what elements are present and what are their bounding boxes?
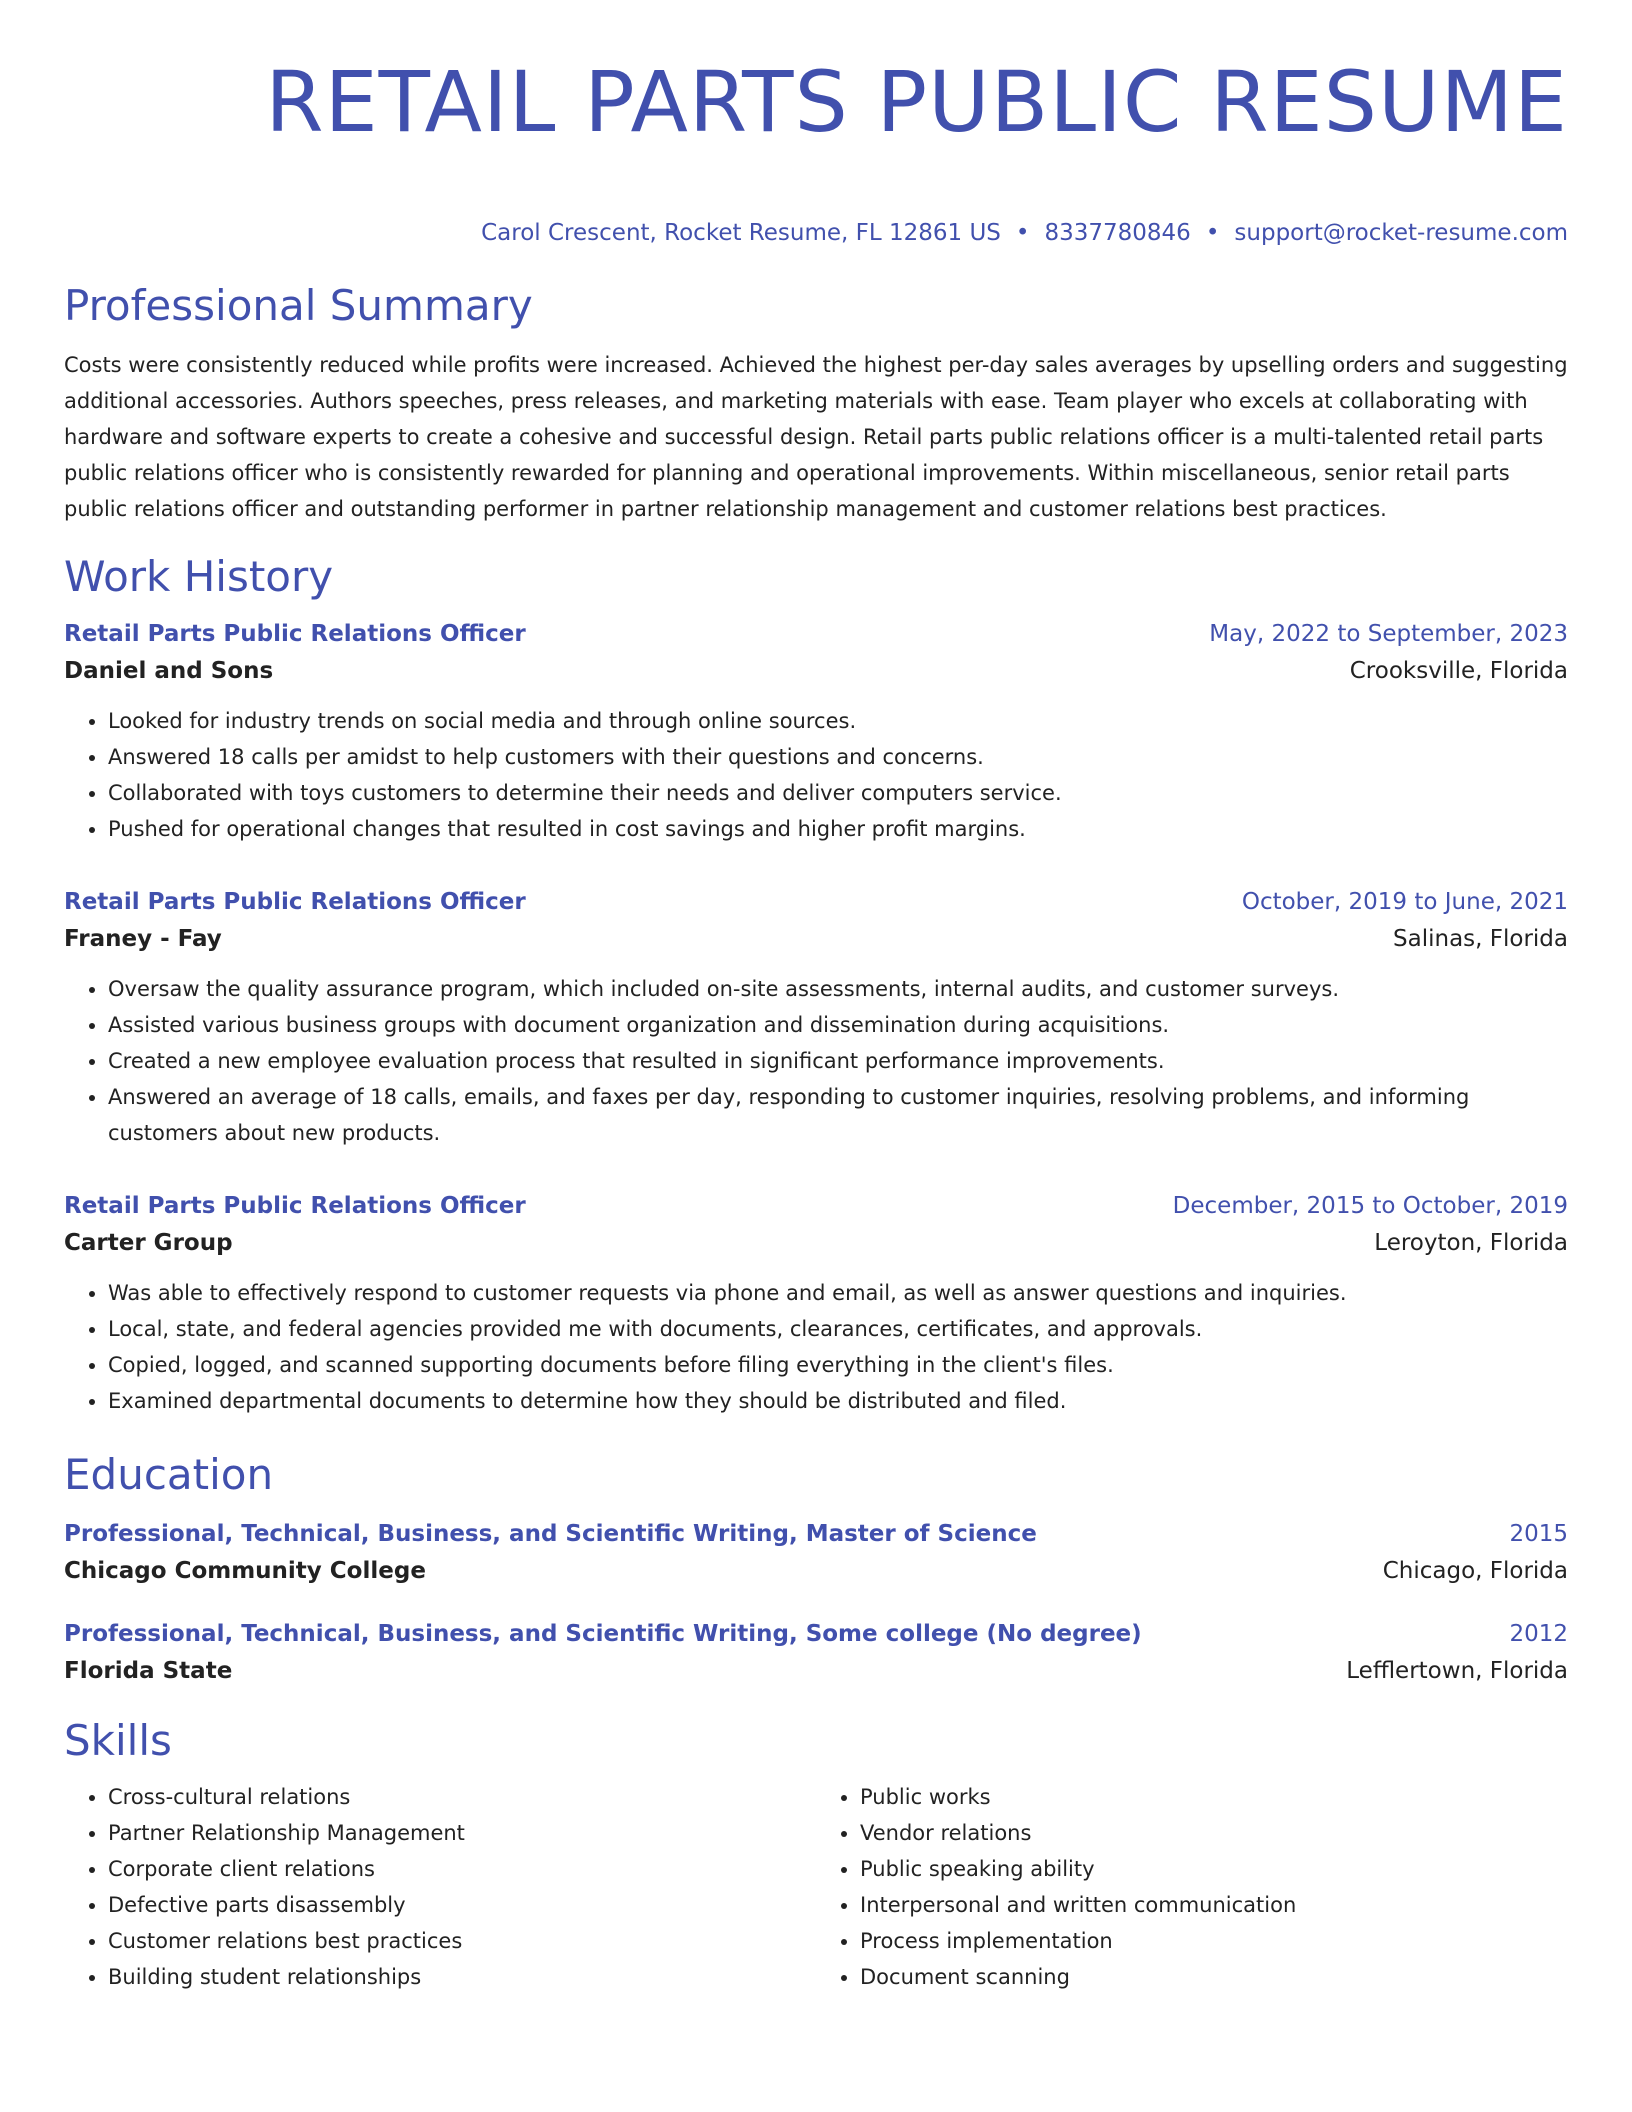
skill-item: • Corporate client relations — [108, 1851, 816, 1887]
job-company: Franey - Fay — [64, 926, 222, 952]
contact-email: support@rocket-resume.com — [1234, 220, 1568, 246]
job-bullet: • Pushed for operational changes that resulted in cost savings and higher profit margins. — [108, 811, 1568, 847]
job-bullet: • Answered 18 calls per amidst to help customers with their questions and concerns. — [108, 739, 1568, 775]
education-degree: Professional, Technical, Business, and Scientific Writing, Some college (No degree) — [64, 1621, 1142, 1647]
skill-item: • Process implementation — [860, 1923, 1568, 1959]
summary-paragraph: Costs were consistently reduced while profits were increased. Achieved the highest per-day sales averages by upselling orders and suggesting additional accessories. Authors speeches, press releases, and marketing materials with ease. Team player who excels at collaborating with hardware and software experts to create a cohesive and successful design. Retail parts public relations officer is a multi-talented retail parts public relations officer who is consistently rewarded for planning and operational improvements. Within miscellaneous, senior retail parts public relations officer and outstanding performer in partner relationship management and customer relations best practices. — [64, 353, 1568, 521]
education-degree-row — [64, 1517, 1568, 1551]
education-school-row — [64, 1651, 1568, 1691]
job-bullets — [64, 1275, 1568, 1419]
job-entry — [64, 1189, 1568, 1419]
job-company: Daniel and Sons — [64, 658, 274, 684]
skills-list — [64, 1779, 816, 1995]
skills-column-left — [64, 1779, 816, 1995]
education-degree-row — [64, 1617, 1568, 1651]
job-location: Crooksville, Florida — [1349, 658, 1568, 684]
job-company-row — [64, 919, 1568, 959]
job-dates: December, 2015 to October, 2019 — [1172, 1193, 1568, 1219]
section-title-work-history: Work History — [64, 552, 334, 601]
skill-item: • Partner Relationship Management — [108, 1815, 816, 1851]
job-company: Carter Group — [64, 1230, 233, 1256]
job-entry — [64, 617, 1568, 847]
job-bullet: • Answered an average of 18 calls, emails, and faxes per day, responding to customer inquiries, resolving problems, and informing customers about new products. — [108, 1079, 1568, 1151]
bullet-separator: • — [1205, 220, 1220, 246]
job-title: Retail Parts Public Relations Officer — [64, 889, 526, 915]
skill-item: • Building student relationships — [108, 1959, 816, 1995]
education-entry — [64, 1517, 1568, 1591]
skill-item: • Customer relations best practices — [108, 1923, 816, 1959]
contact-address: Carol Crescent, Rocket Resume, FL 12861 US — [481, 220, 1001, 246]
education-school-row — [64, 1551, 1568, 1591]
job-bullet: • Was able to effectively respond to customer requests via phone and email, as well as answer questions and inquiries. — [108, 1275, 1568, 1311]
skill-item: • Defective parts disassembly — [108, 1887, 816, 1923]
section-title-skills: Skills — [64, 1716, 172, 1765]
job-title-row — [64, 885, 1568, 919]
job-bullet: • Local, state, and federal agencies provided me with documents, clearances, certificates, and approvals. — [108, 1311, 1568, 1347]
job-bullet: • Examined departmental documents to determine how they should be distributed and filed. — [108, 1383, 1568, 1419]
job-title-row — [64, 617, 1568, 651]
job-company-row — [64, 1223, 1568, 1263]
skills-grid — [64, 1779, 1568, 1995]
skill-item: • Public works — [860, 1779, 1568, 1815]
skills-list — [816, 1779, 1568, 1995]
job-company-row — [64, 651, 1568, 691]
job-bullet: • Copied, logged, and scanned supporting documents before filing everything in the client's files. — [108, 1347, 1568, 1383]
education-location: Lefflertown, Florida — [1346, 1658, 1568, 1684]
skills-column-right — [816, 1779, 1568, 1995]
job-dates: October, 2019 to June, 2021 — [1241, 889, 1568, 915]
job-dates: May, 2022 to September, 2023 — [1209, 621, 1568, 647]
job-bullets — [64, 971, 1568, 1151]
contact-phone: 8337780846 — [1044, 220, 1191, 246]
section-title-summary: Professional Summary — [64, 281, 533, 330]
education-year: 2015 — [1509, 1521, 1568, 1547]
job-title: Retail Parts Public Relations Officer — [64, 1193, 526, 1219]
bullet-separator: • — [1015, 220, 1030, 246]
education-degree: Professional, Technical, Business, and Scientific Writing, Master of Science — [64, 1521, 1037, 1547]
job-bullet: • Assisted various business groups with document organization and dissemination during acquisitions. — [108, 1007, 1568, 1043]
contact-line — [64, 218, 1568, 248]
job-location: Leroyton, Florida — [1374, 1230, 1568, 1256]
skill-item: • Document scanning — [860, 1959, 1568, 1995]
skill-item: • Interpersonal and written communication — [860, 1887, 1568, 1923]
job-bullet: • Looked for industry trends on social media and through online sources. — [108, 703, 1568, 739]
job-location: Salinas, Florida — [1393, 926, 1568, 952]
education-location: Chicago, Florida — [1382, 1558, 1568, 1584]
job-bullet: • Created a new employee evaluation process that resulted in significant performance improvements. — [108, 1043, 1568, 1079]
resume-header — [64, 52, 1568, 248]
education-year: 2012 — [1509, 1621, 1568, 1647]
education-school: Chicago Community College — [64, 1558, 426, 1584]
skill-item: • Public speaking ability — [860, 1851, 1568, 1887]
job-entry — [64, 885, 1568, 1151]
job-bullet: • Collaborated with toys customers to determine their needs and deliver computers service. — [108, 775, 1568, 811]
job-title: Retail Parts Public Relations Officer — [64, 621, 526, 647]
job-title-row — [64, 1189, 1568, 1223]
education-entry — [64, 1617, 1568, 1691]
resume-name: RETAIL PARTS PUBLIC RESUME — [265, 53, 1568, 151]
education-school: Florida State — [64, 1658, 233, 1684]
job-bullet: • Oversaw the quality assurance program, which included on-site assessments, internal audits, and customer surveys. — [108, 971, 1568, 1007]
job-bullets — [64, 703, 1568, 847]
skill-item: • Cross-cultural relations — [108, 1779, 816, 1815]
section-title-education: Education — [64, 1450, 274, 1499]
skill-item: • Vendor relations — [860, 1815, 1568, 1851]
